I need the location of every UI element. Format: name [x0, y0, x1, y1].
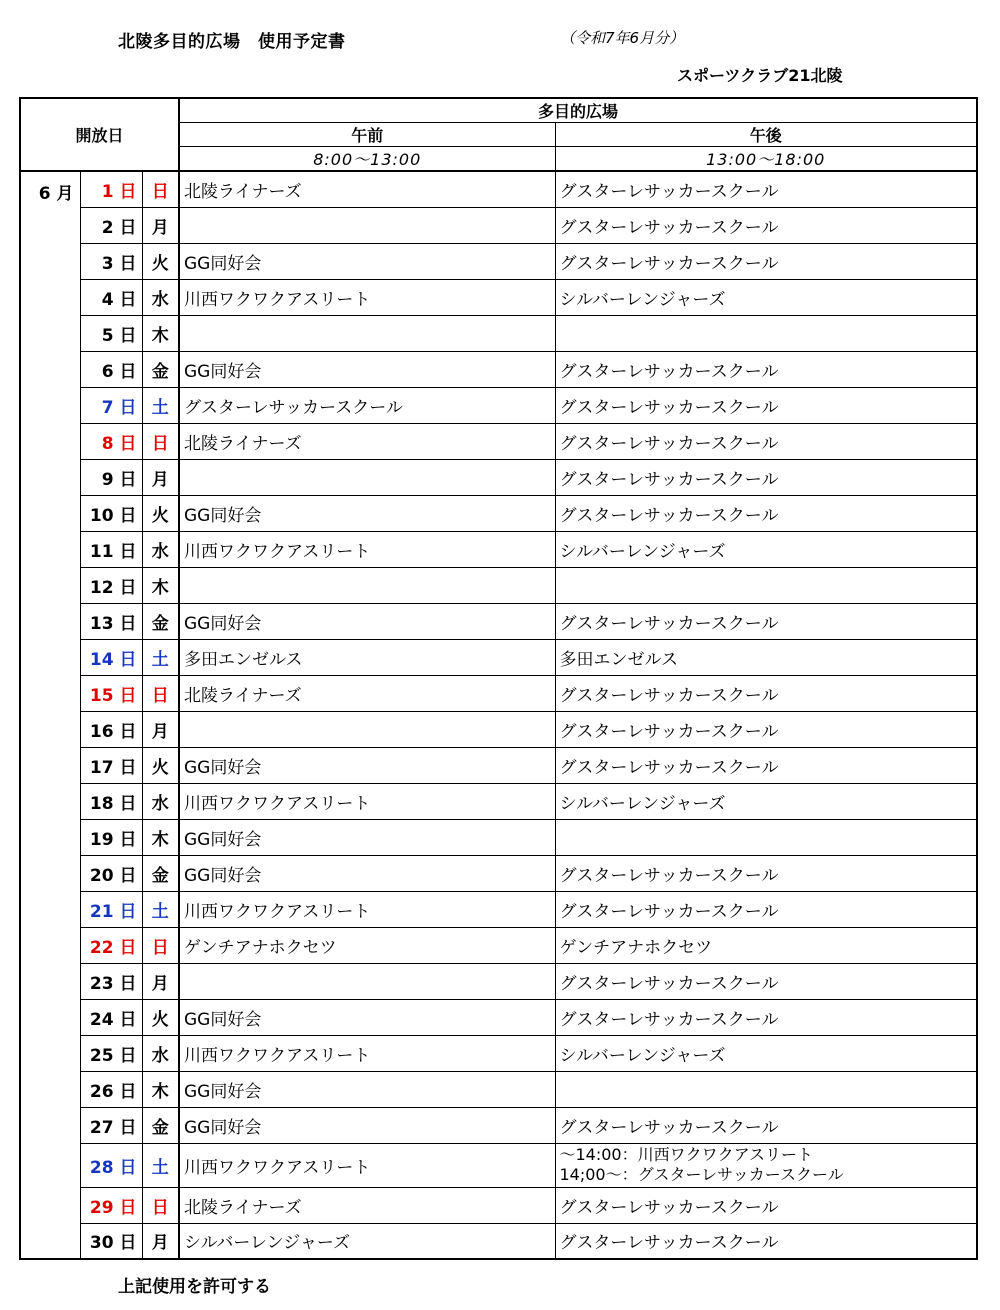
weekday-cell: 土	[142, 891, 179, 927]
am-user-cell: ゲンチアナホクセツ	[179, 927, 555, 963]
weekday-cell: 日	[142, 171, 179, 207]
weekday-cell: 金	[142, 603, 179, 639]
document-title: 北陵多目的広場 使用予定書	[118, 32, 346, 52]
pm-user-cell: 多田エンゼルス	[555, 639, 977, 675]
pm-user-cell	[555, 819, 977, 855]
facility-header: 多目的広場	[179, 98, 977, 123]
weekday-cell: 日	[142, 675, 179, 711]
weekday-cell: 月	[142, 963, 179, 999]
weekday-cell: 月	[142, 711, 179, 747]
approval-note: 上記使用を許可する	[118, 1277, 271, 1297]
pm-user-cell	[555, 1143, 977, 1187]
day-cell: 26 日	[80, 1071, 142, 1107]
am-user-cell: GG同好会	[179, 999, 555, 1035]
am-user-cell: 川西ワクワクアスリート	[179, 891, 555, 927]
am-user-cell	[179, 459, 555, 495]
weekday-cell: 月	[142, 207, 179, 243]
am-user-cell	[179, 963, 555, 999]
weekday-cell: 水	[142, 1035, 179, 1071]
pm-user-line: 14;00～：グスターレサッカースクール	[559, 1165, 844, 1184]
weekday-cell: 水	[142, 531, 179, 567]
weekday-cell: 金	[142, 351, 179, 387]
am-user-cell: 北陵ライナーズ	[179, 423, 555, 459]
pm-user-cell: グスターレサッカースクール	[555, 1187, 977, 1223]
table-row	[20, 747, 977, 783]
pm-user-cell: シルバーレンジャーズ	[555, 279, 977, 315]
pm-user-cell: グスターレサッカースクール	[555, 999, 977, 1035]
pm-header: 午後	[555, 123, 977, 147]
table-row	[20, 567, 977, 603]
pm-user-cell: グスターレサッカースクール	[555, 747, 977, 783]
day-cell: 14 日	[80, 639, 142, 675]
day-cell: 7 日	[80, 387, 142, 423]
table-row	[20, 891, 977, 927]
day-cell: 4 日	[80, 279, 142, 315]
am-user-cell: 川西ワクワクアスリート	[179, 1035, 555, 1071]
weekday-cell: 日	[142, 927, 179, 963]
table-row	[20, 351, 977, 387]
table-row	[20, 1187, 977, 1223]
table-row	[20, 819, 977, 855]
pm-user-cell: グスターレサッカースクール	[555, 963, 977, 999]
day-cell: 25 日	[80, 1035, 142, 1071]
pm-user-cell: グスターレサッカースクール	[555, 855, 977, 891]
day-cell: 2 日	[80, 207, 142, 243]
pm-user-cell: ゲンチアナホクセツ	[555, 927, 977, 963]
pm-user-cell: グスターレサッカースクール	[555, 243, 977, 279]
day-cell: 19 日	[80, 819, 142, 855]
am-user-cell: GG同好会	[179, 351, 555, 387]
table-row	[20, 603, 977, 639]
pm-user-cell: グスターレサッカースクール	[555, 675, 977, 711]
am-user-cell	[179, 207, 555, 243]
table-row	[20, 639, 977, 675]
pm-user-cell: グスターレサッカースクール	[555, 1107, 977, 1143]
table-row	[20, 1143, 977, 1187]
am-user-cell: 川西ワクワクアスリート	[179, 1143, 555, 1187]
weekday-cell: 水	[142, 279, 179, 315]
weekday-cell: 月	[142, 459, 179, 495]
table-row	[20, 531, 977, 567]
am-user-cell	[179, 567, 555, 603]
pm-time-header: 13:00～18:00	[555, 147, 977, 172]
am-user-cell: 北陵ライナーズ	[179, 675, 555, 711]
day-cell: 8 日	[80, 423, 142, 459]
table-row	[20, 495, 977, 531]
pm-user-cell: グスターレサッカースクール	[555, 171, 977, 207]
pm-user-cell: グスターレサッカースクール	[555, 351, 977, 387]
am-user-cell: グスターレサッカースクール	[179, 387, 555, 423]
pm-user-cell: グスターレサッカースクール	[555, 603, 977, 639]
day-cell: 30 日	[80, 1223, 142, 1259]
pm-user-cell: グスターレサッカースクール	[555, 1223, 977, 1259]
weekday-cell: 月	[142, 1223, 179, 1259]
day-cell: 13 日	[80, 603, 142, 639]
pm-user-cell: シルバーレンジャーズ	[555, 783, 977, 819]
day-cell: 9 日	[80, 459, 142, 495]
table-row	[20, 315, 977, 351]
am-user-cell: GG同好会	[179, 1071, 555, 1107]
am-user-cell	[179, 315, 555, 351]
weekday-cell: 水	[142, 783, 179, 819]
table-row	[20, 423, 977, 459]
day-cell: 20 日	[80, 855, 142, 891]
table-row	[20, 243, 977, 279]
day-cell: 6 日	[80, 351, 142, 387]
pm-user-cell	[555, 567, 977, 603]
am-user-cell: GG同好会	[179, 243, 555, 279]
pm-user-cell: グスターレサッカースクール	[555, 495, 977, 531]
day-cell: 12 日	[80, 567, 142, 603]
am-user-cell: 北陵ライナーズ	[179, 1187, 555, 1223]
day-cell: 10 日	[80, 495, 142, 531]
organization-name: スポーツクラブ21北陵	[677, 66, 843, 85]
am-user-cell: GG同好会	[179, 855, 555, 891]
weekday-cell: 日	[142, 1187, 179, 1223]
table-row	[20, 1035, 977, 1071]
weekday-cell: 金	[142, 855, 179, 891]
table-row	[20, 171, 977, 207]
weekday-cell: 木	[142, 1071, 179, 1107]
pm-user-cell: シルバーレンジャーズ	[555, 531, 977, 567]
table-row	[20, 855, 977, 891]
weekday-cell: 火	[142, 495, 179, 531]
schedule-table	[19, 97, 978, 1260]
weekday-cell: 土	[142, 1143, 179, 1187]
weekday-cell: 木	[142, 819, 179, 855]
day-cell: 24 日	[80, 999, 142, 1035]
weekday-cell: 土	[142, 639, 179, 675]
am-user-cell: GG同好会	[179, 747, 555, 783]
table-row	[20, 1107, 977, 1143]
table-row	[20, 999, 977, 1035]
weekday-cell: 火	[142, 747, 179, 783]
am-time-header: 8:00～13:00	[179, 147, 555, 172]
day-cell: 27 日	[80, 1107, 142, 1143]
day-cell: 22 日	[80, 927, 142, 963]
pm-user-cell	[555, 1071, 977, 1107]
am-user-cell	[179, 711, 555, 747]
day-cell: 15 日	[80, 675, 142, 711]
am-user-cell: シルバーレンジャーズ	[179, 1223, 555, 1259]
day-cell: 21 日	[80, 891, 142, 927]
table-row	[20, 1071, 977, 1107]
table-row	[20, 459, 977, 495]
pm-user-cell: グスターレサッカースクール	[555, 711, 977, 747]
pm-user-cell: グスターレサッカースクール	[555, 207, 977, 243]
day-cell: 28 日	[80, 1143, 142, 1187]
pm-user-cell	[555, 315, 977, 351]
month-cell: 6 月	[20, 171, 80, 1259]
table-row	[20, 1223, 977, 1259]
am-user-cell: GG同好会	[179, 819, 555, 855]
table-row	[20, 711, 977, 747]
weekday-cell: 木	[142, 315, 179, 351]
day-cell: 18 日	[80, 783, 142, 819]
table-row	[20, 387, 977, 423]
am-user-cell: 北陵ライナーズ	[179, 171, 555, 207]
am-header: 午前	[179, 123, 555, 147]
am-user-cell: 川西ワクワクアスリート	[179, 279, 555, 315]
weekday-cell: 木	[142, 567, 179, 603]
pm-user-cell: シルバーレンジャーズ	[555, 1035, 977, 1071]
weekday-cell: 土	[142, 387, 179, 423]
table-row	[20, 963, 977, 999]
table-row	[20, 675, 977, 711]
am-user-cell: 川西ワクワクアスリート	[179, 783, 555, 819]
pm-user-cell: グスターレサッカースクール	[555, 459, 977, 495]
am-user-cell: GG同好会	[179, 1107, 555, 1143]
pm-user-cell: グスターレサッカースクール	[555, 387, 977, 423]
pm-user-cell: グスターレサッカースクール	[555, 423, 977, 459]
pm-user-line: ～14:00：川西ワクワクアスリート	[559, 1145, 813, 1164]
schedule-body	[20, 171, 977, 1259]
am-user-cell: GG同好会	[179, 495, 555, 531]
day-cell: 3 日	[80, 243, 142, 279]
am-user-cell: 多田エンゼルス	[179, 639, 555, 675]
day-cell: 11 日	[80, 531, 142, 567]
pm-user-cell: グスターレサッカースクール	[555, 891, 977, 927]
table-row	[20, 207, 977, 243]
day-cell: 1 日	[80, 171, 142, 207]
day-cell: 23 日	[80, 963, 142, 999]
table-row	[20, 783, 977, 819]
weekday-cell: 火	[142, 999, 179, 1035]
am-user-cell: 川西ワクワクアスリート	[179, 531, 555, 567]
weekday-cell: 日	[142, 423, 179, 459]
day-cell: 17 日	[80, 747, 142, 783]
open-day-header: 開放日	[20, 98, 179, 171]
weekday-cell: 金	[142, 1107, 179, 1143]
weekday-cell: 火	[142, 243, 179, 279]
day-cell: 5 日	[80, 315, 142, 351]
day-cell: 29 日	[80, 1187, 142, 1223]
am-user-cell: GG同好会	[179, 603, 555, 639]
period-label: （令和7年6月分）	[560, 29, 685, 47]
day-cell: 16 日	[80, 711, 142, 747]
table-row	[20, 279, 977, 315]
table-row	[20, 927, 977, 963]
